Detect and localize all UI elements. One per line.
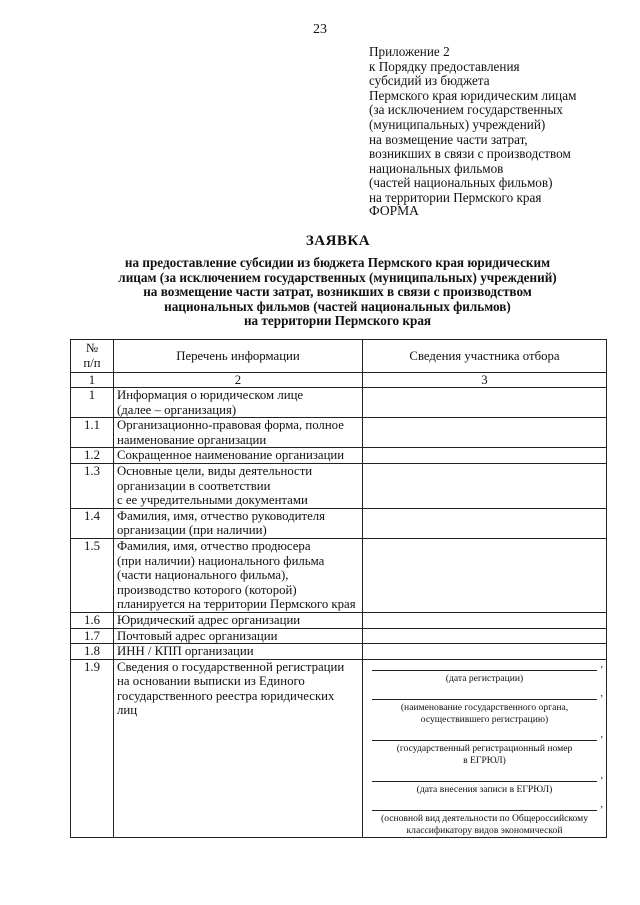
- egrul-entry-date-line[interactable]: [372, 770, 603, 782]
- row-number: 1.8: [71, 644, 114, 660]
- line-comma: ,: [600, 729, 603, 741]
- appendix-line: на возмещение части затрат,: [369, 131, 528, 147]
- row-info: [114, 463, 363, 508]
- appendix-line: Пермского края юридическим лицам: [369, 87, 577, 103]
- main-activity-caption: [366, 813, 603, 837]
- table-row: [71, 463, 607, 508]
- appendix-line: возникших в связи с производством: [369, 146, 571, 162]
- header-number: [71, 340, 114, 373]
- row-info-line: лиц: [117, 703, 138, 718]
- row-info: [114, 388, 363, 418]
- row-value-cell[interactable]: [363, 448, 607, 464]
- row-info: [114, 448, 363, 464]
- row-value-cell[interactable]: [363, 538, 607, 612]
- registration-fields-cell: [363, 659, 607, 837]
- table-row: [71, 644, 607, 660]
- row-info-line: наименование организации: [117, 432, 267, 447]
- col-number-2: 2: [114, 373, 363, 388]
- table-row: [71, 538, 607, 612]
- header-info: Перечень информации: [114, 340, 363, 373]
- registration-authority-line[interactable]: [372, 688, 603, 700]
- row-info-line: организации (при наличии): [117, 523, 267, 538]
- col-number-1: 1: [71, 373, 114, 388]
- row-info-line: ИНН / КПП организации: [117, 644, 254, 659]
- row-info-line: Юридический адрес организации: [117, 612, 301, 627]
- row-value-cell[interactable]: [363, 628, 607, 644]
- row-info: [114, 644, 363, 660]
- row-info: [114, 659, 363, 837]
- registration-number-caption: [366, 743, 603, 767]
- row-info-line: Почтовый адрес организации: [117, 628, 278, 643]
- table-row: [71, 612, 607, 628]
- appendix-line: Приложение 2: [369, 44, 450, 59]
- caption-line: в ЕГРЮЛ): [463, 754, 506, 766]
- row-info-line: Организационно-правовая форма, полное: [117, 418, 344, 433]
- row-info: [114, 628, 363, 644]
- header-number-line: №: [85, 341, 99, 356]
- egrul-entry-date-caption: [366, 784, 603, 796]
- row-info-line: Сокращенное наименование организации: [117, 448, 345, 463]
- row-info-line: Основные цели, виды деятельности: [117, 463, 313, 478]
- subtitle-line: лицам (за исключением государственных (муниципальных) учреждений): [118, 269, 557, 285]
- caption-line: (дата внесения записи в ЕГРЮЛ): [416, 783, 553, 795]
- table-row: [71, 628, 607, 644]
- line-comma: ,: [600, 770, 603, 782]
- appendix-line: национальных фильмов: [369, 160, 504, 176]
- appendix-block: [369, 45, 629, 206]
- row-info-line: (части национального фильма),: [117, 568, 289, 583]
- caption-line: (дата регистрации): [445, 672, 524, 684]
- row-info: [114, 508, 363, 538]
- row-number: 1.5: [71, 538, 114, 612]
- row-info-line: организации в соответствии: [117, 478, 271, 493]
- registration-date-line[interactable]: [372, 659, 603, 671]
- row-info-line: (далее – организация): [117, 402, 237, 417]
- row-number: 1.6: [71, 612, 114, 628]
- caption-line: (государственный регистрационный номер: [396, 742, 573, 754]
- line-comma: ,: [600, 659, 603, 671]
- row-number: 1.3: [71, 463, 114, 508]
- table-row: [71, 388, 607, 418]
- col-number-3: 3: [363, 373, 607, 388]
- row-info-line: Сведения о государственной регистрации: [117, 659, 345, 674]
- row-number: 1.2: [71, 448, 114, 464]
- registration-date-caption: [366, 673, 603, 685]
- header-number-line: п/п: [83, 356, 101, 370]
- appendix-line: на территории Пермского края: [369, 189, 542, 205]
- caption-line: (наименование государственного органа,: [400, 701, 569, 713]
- row-info-line: Фамилия, имя, отчество продюсера: [117, 538, 311, 553]
- row-value-cell[interactable]: [363, 612, 607, 628]
- table-row: [71, 448, 607, 464]
- row-value-cell[interactable]: [363, 644, 607, 660]
- row-number: 1.7: [71, 628, 114, 644]
- row-value-cell[interactable]: [363, 388, 607, 418]
- row-value-cell[interactable]: [363, 508, 607, 538]
- line-comma: ,: [600, 799, 603, 811]
- header-participant-data: Сведения участника отбора: [363, 340, 607, 373]
- document-title: ЗАЯВКА: [305, 233, 371, 249]
- row-info-line: с ее учредительными документами: [117, 493, 308, 508]
- subtitle-line: на территории Пермского края: [243, 313, 432, 329]
- row-info-line: государственного реестра юридических: [117, 688, 335, 703]
- row-info: [114, 612, 363, 628]
- line-comma: ,: [600, 688, 603, 700]
- caption-line: классификатору видов экономической: [406, 824, 563, 836]
- appendix-line: к Порядку предоставления: [369, 58, 520, 74]
- application-table: [70, 339, 607, 838]
- registration-number-line[interactable]: [372, 729, 603, 741]
- page-number: 23: [313, 22, 327, 37]
- row-info: [114, 418, 363, 448]
- row-info-line: на основании выписки из Единого: [117, 674, 305, 689]
- subtitle-line: на возмещение части затрат, возникших в связи с производством: [143, 284, 532, 300]
- row-info-line: (при наличии) национального фильма: [117, 553, 325, 568]
- row-info-line: Фамилия, имя, отчество руководителя: [117, 508, 326, 523]
- appendix-line: (муниципальных) учреждений): [369, 116, 546, 132]
- subtitle-line: на предоставление субсидии из бюджета Пермского края юридическим: [124, 255, 551, 270]
- caption-line: осуществившего регистрацию): [420, 713, 549, 725]
- row-info-line: производство которого (которой): [117, 582, 297, 597]
- row-number: 1.1: [71, 418, 114, 448]
- form-label: ФОРМА: [369, 203, 419, 218]
- table-row: [71, 659, 607, 837]
- subtitle-line: национальных фильмов (частей национальных фильмов): [164, 298, 511, 314]
- caption-line: (основной вид деятельности по Общероссийскому: [381, 812, 588, 824]
- table-row: [71, 418, 607, 448]
- row-value-cell[interactable]: [363, 418, 607, 448]
- row-info: [114, 538, 363, 612]
- row-number: 1: [71, 388, 114, 418]
- table-row: [71, 508, 607, 538]
- row-info-line: планируется на территории Пермского края: [117, 597, 356, 612]
- registration-authority-caption: [366, 702, 603, 726]
- row-number: 1.9: [71, 659, 114, 837]
- document-subtitle: [70, 256, 605, 329]
- main-activity-line[interactable]: [372, 799, 603, 811]
- row-value-cell[interactable]: [363, 463, 607, 508]
- appendix-line: (частей национальных фильмов): [369, 175, 553, 191]
- row-number: 1.4: [71, 508, 114, 538]
- appendix-line: (за исключением государственных: [369, 102, 563, 118]
- row-info-line: Информация о юридическом лице: [117, 388, 304, 402]
- appendix-line: субсидий из бюджета: [369, 73, 490, 89]
